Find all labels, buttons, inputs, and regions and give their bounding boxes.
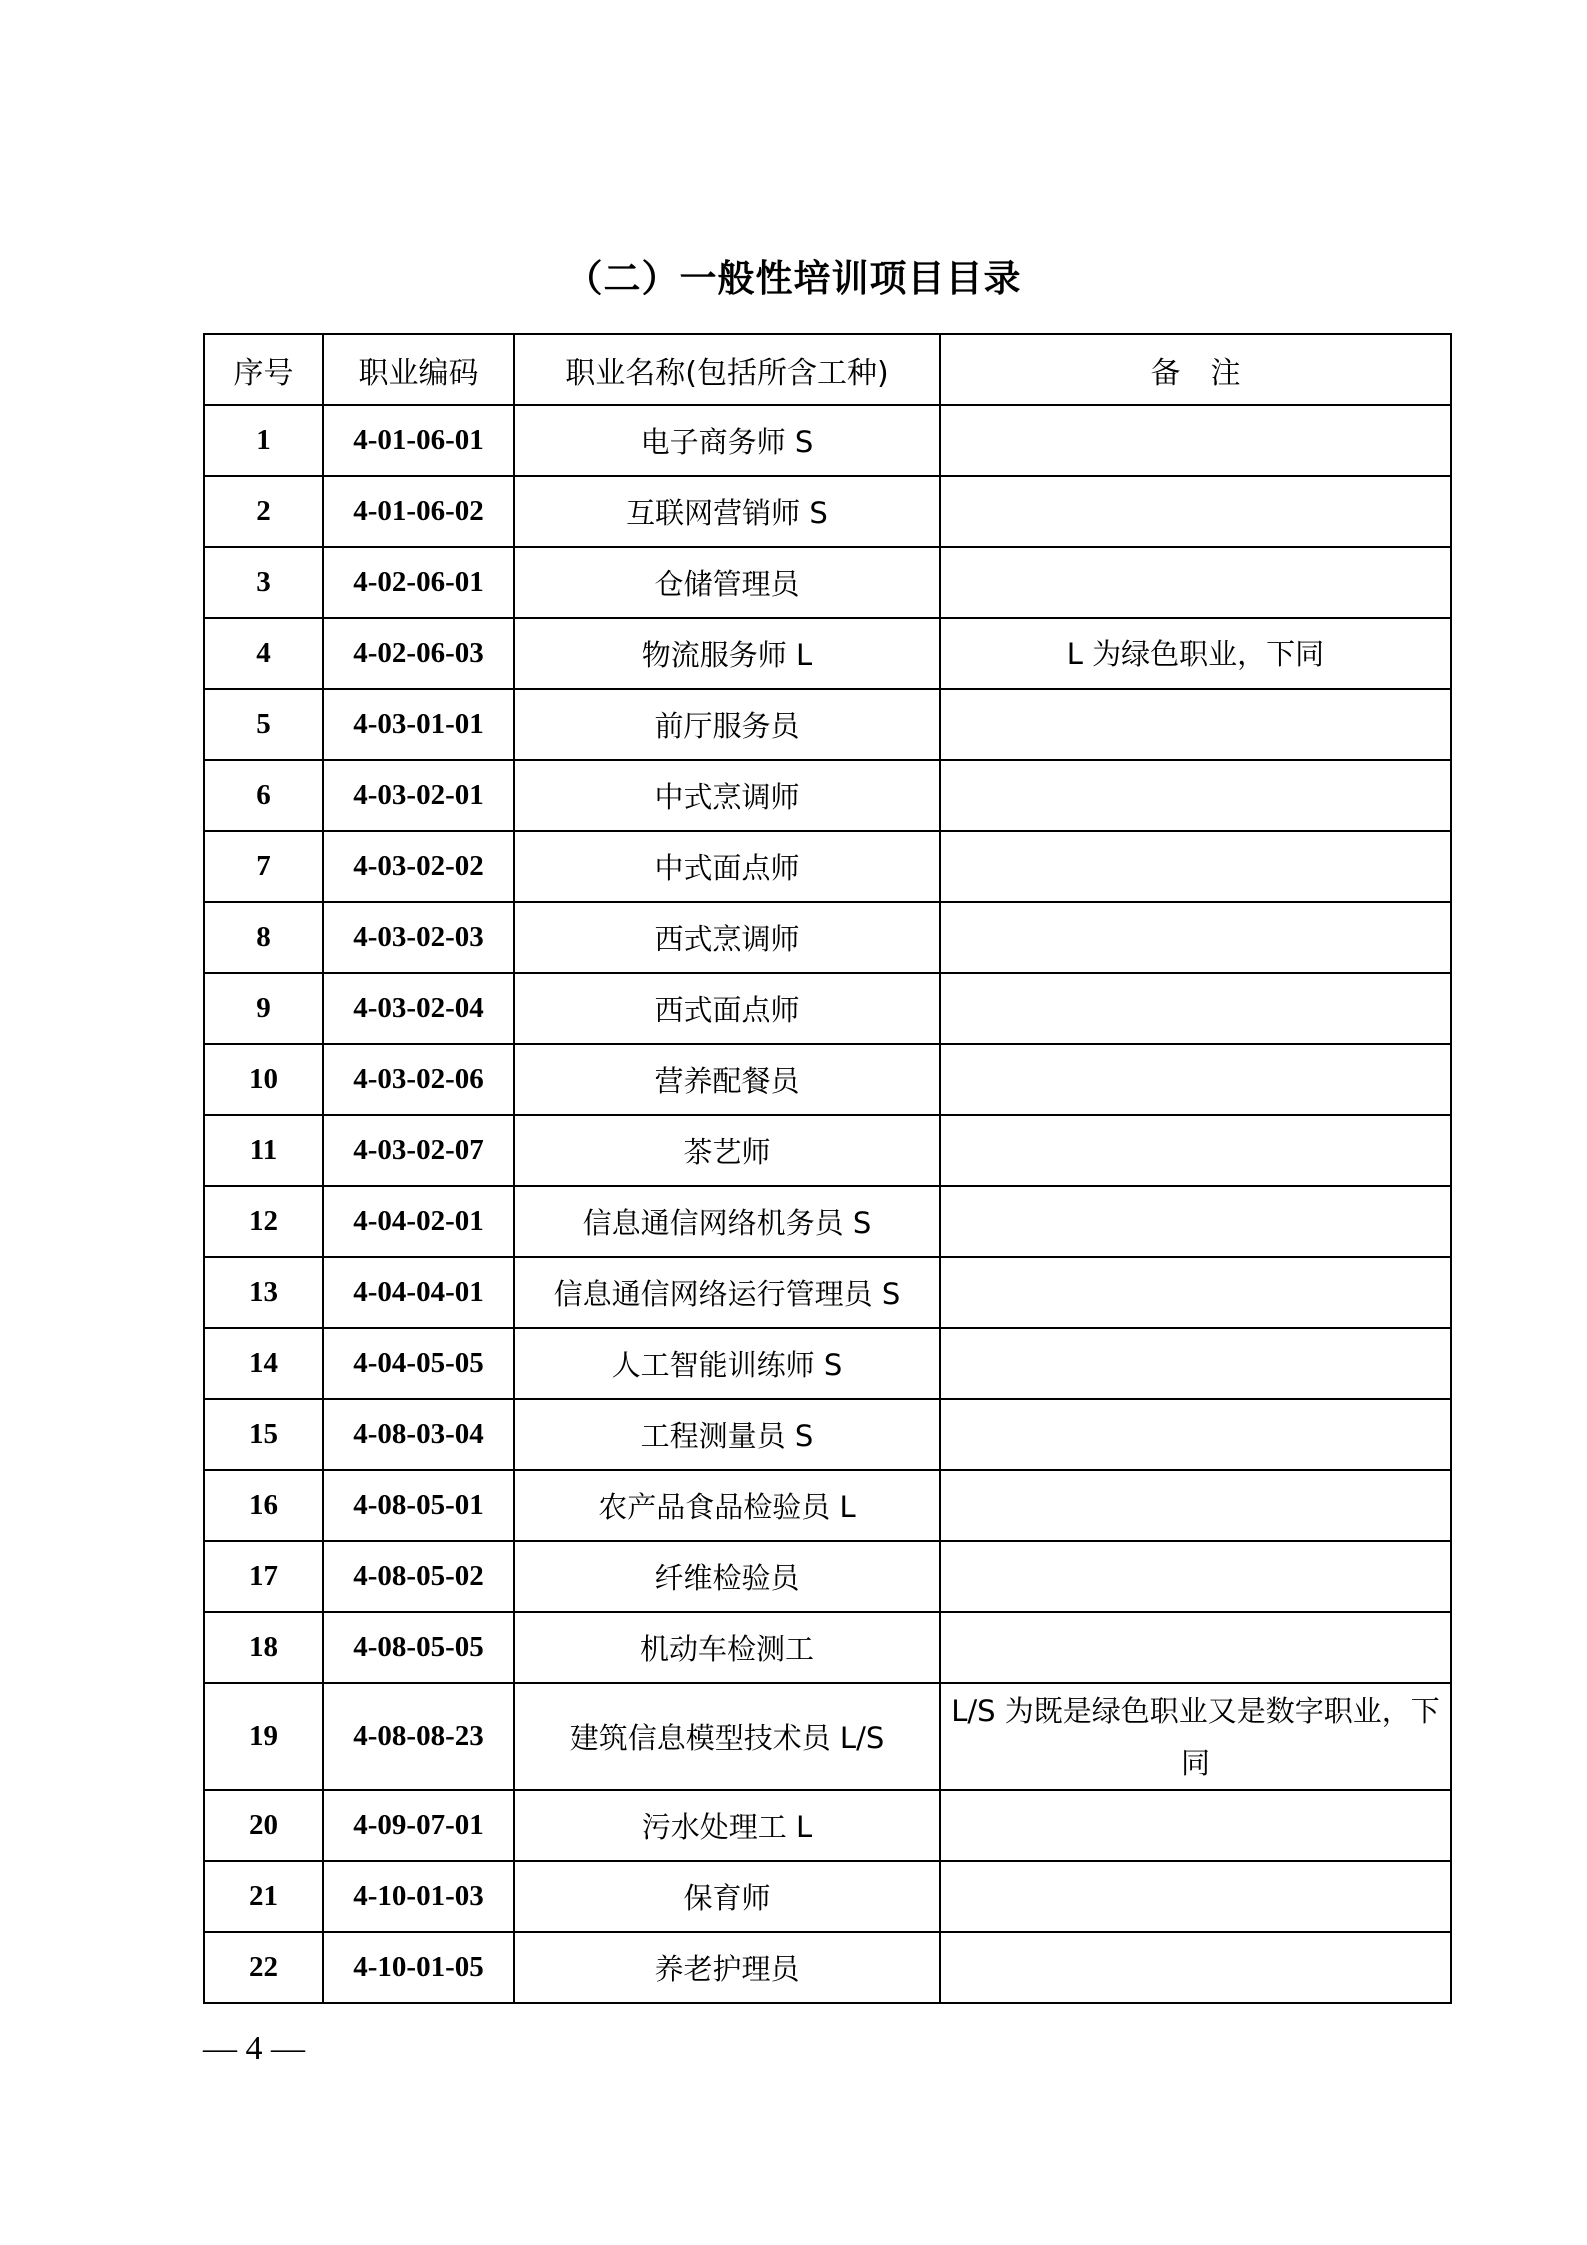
name-cell: 电子商务师 S bbox=[514, 405, 940, 476]
note-cell bbox=[940, 476, 1451, 547]
table-row bbox=[204, 1115, 1451, 1186]
seq-cell: 18 bbox=[204, 1612, 323, 1683]
page-number: — 4 — bbox=[203, 2030, 305, 2067]
page-title: （二）一般性培训项目目录 bbox=[565, 257, 1022, 300]
code-cell: 4-04-04-01 bbox=[323, 1257, 514, 1328]
name-cell: 建筑信息模型技术员 L/S bbox=[514, 1683, 940, 1790]
table-row bbox=[204, 1790, 1451, 1861]
code-cell: 4-01-06-02 bbox=[323, 476, 514, 547]
note-cell bbox=[940, 1932, 1451, 2003]
note-cell bbox=[940, 1044, 1451, 1115]
name-cell: 机动车检测工 bbox=[514, 1612, 940, 1683]
table-row bbox=[204, 618, 1451, 689]
name-cell: 西式烹调师 bbox=[514, 902, 940, 973]
note-cell bbox=[940, 1790, 1451, 1861]
name-cell: 茶艺师 bbox=[514, 1115, 940, 1186]
code-cell: 4-04-02-01 bbox=[323, 1186, 514, 1257]
table-row bbox=[204, 973, 1451, 1044]
note-cell bbox=[940, 1612, 1451, 1683]
note-cell bbox=[940, 1257, 1451, 1328]
header-name: 职业名称(包括所含工种) bbox=[514, 334, 940, 405]
name-cell: 污水处理工 L bbox=[514, 1790, 940, 1861]
table-row bbox=[204, 902, 1451, 973]
code-cell: 4-10-01-05 bbox=[323, 1932, 514, 2003]
name-cell: 信息通信网络运行管理员 S bbox=[514, 1257, 940, 1328]
code-cell: 4-10-01-03 bbox=[323, 1861, 514, 1932]
name-cell: 中式烹调师 bbox=[514, 760, 940, 831]
seq-cell: 21 bbox=[204, 1861, 323, 1932]
name-cell: 保育师 bbox=[514, 1861, 940, 1932]
seq-cell: 22 bbox=[204, 1932, 323, 2003]
seq-cell: 8 bbox=[204, 902, 323, 973]
name-cell: 纤维检验员 bbox=[514, 1541, 940, 1612]
seq-cell: 11 bbox=[204, 1115, 323, 1186]
seq-cell: 13 bbox=[204, 1257, 323, 1328]
note-cell bbox=[940, 902, 1451, 973]
seq-cell: 1 bbox=[204, 405, 323, 476]
table-row bbox=[204, 831, 1451, 902]
seq-cell: 9 bbox=[204, 973, 323, 1044]
seq-cell: 5 bbox=[204, 689, 323, 760]
note-cell bbox=[940, 405, 1451, 476]
name-cell: 人工智能训练师 S bbox=[514, 1328, 940, 1399]
header-seq: 序号 bbox=[204, 334, 323, 405]
code-cell: 4-08-03-04 bbox=[323, 1399, 514, 1470]
seq-cell: 15 bbox=[204, 1399, 323, 1470]
table-row bbox=[204, 1683, 1451, 1790]
note-cell bbox=[940, 760, 1451, 831]
note-cell bbox=[940, 1470, 1451, 1541]
name-cell: 营养配餐员 bbox=[514, 1044, 940, 1115]
header-code: 职业编码 bbox=[323, 334, 514, 405]
seq-cell: 14 bbox=[204, 1328, 323, 1399]
note-cell bbox=[940, 547, 1451, 618]
table-row bbox=[204, 405, 1451, 476]
seq-cell: 3 bbox=[204, 547, 323, 618]
table-row bbox=[204, 1044, 1451, 1115]
table-body bbox=[204, 405, 1451, 2003]
code-cell: 4-08-05-01 bbox=[323, 1470, 514, 1541]
name-cell: 养老护理员 bbox=[514, 1932, 940, 2003]
table-row bbox=[204, 1861, 1451, 1932]
note-cell bbox=[940, 1541, 1451, 1612]
note-cell bbox=[940, 1328, 1451, 1399]
code-cell: 4-03-02-01 bbox=[323, 760, 514, 831]
table-row bbox=[204, 1470, 1451, 1541]
name-cell: 中式面点师 bbox=[514, 831, 940, 902]
seq-cell: 19 bbox=[204, 1683, 323, 1790]
code-cell: 4-03-02-04 bbox=[323, 973, 514, 1044]
name-cell: 互联网营销师 S bbox=[514, 476, 940, 547]
note-cell: L 为绿色职业，下同 bbox=[940, 618, 1451, 689]
table-header-row bbox=[204, 334, 1451, 405]
seq-cell: 10 bbox=[204, 1044, 323, 1115]
seq-cell: 17 bbox=[204, 1541, 323, 1612]
table-row bbox=[204, 1257, 1451, 1328]
name-cell: 西式面点师 bbox=[514, 973, 940, 1044]
header-remark: 备 注 bbox=[940, 334, 1451, 405]
note-cell bbox=[940, 1115, 1451, 1186]
note-cell bbox=[940, 1399, 1451, 1470]
seq-cell: 7 bbox=[204, 831, 323, 902]
note-cell bbox=[940, 689, 1451, 760]
seq-cell: 4 bbox=[204, 618, 323, 689]
table-row bbox=[204, 1399, 1451, 1470]
code-cell: 4-08-05-05 bbox=[323, 1612, 514, 1683]
name-cell: 工程测量员 S bbox=[514, 1399, 940, 1470]
seq-cell: 12 bbox=[204, 1186, 323, 1257]
code-cell: 4-02-06-03 bbox=[323, 618, 514, 689]
name-cell: 物流服务师 L bbox=[514, 618, 940, 689]
code-cell: 4-03-02-06 bbox=[323, 1044, 514, 1115]
seq-cell: 2 bbox=[204, 476, 323, 547]
code-cell: 4-02-06-01 bbox=[323, 547, 514, 618]
code-cell: 4-03-02-07 bbox=[323, 1115, 514, 1186]
name-cell: 仓储管理员 bbox=[514, 547, 940, 618]
table-row bbox=[204, 760, 1451, 831]
occupation-directory-table bbox=[203, 333, 1452, 2004]
note-cell bbox=[940, 831, 1451, 902]
name-cell: 信息通信网络机务员 S bbox=[514, 1186, 940, 1257]
note-cell bbox=[940, 973, 1451, 1044]
table-row bbox=[204, 1186, 1451, 1257]
table-row bbox=[204, 547, 1451, 618]
seq-cell: 6 bbox=[204, 760, 323, 831]
code-cell: 4-08-08-23 bbox=[323, 1683, 514, 1790]
table-row bbox=[204, 1932, 1451, 2003]
code-cell: 4-01-06-01 bbox=[323, 405, 514, 476]
code-cell: 4-04-05-05 bbox=[323, 1328, 514, 1399]
table-row bbox=[204, 689, 1451, 760]
code-cell: 4-08-05-02 bbox=[323, 1541, 514, 1612]
note-cell bbox=[940, 1861, 1451, 1932]
table-row bbox=[204, 1541, 1451, 1612]
name-cell: 农产品食品检验员 L bbox=[514, 1470, 940, 1541]
seq-cell: 20 bbox=[204, 1790, 323, 1861]
seq-cell: 16 bbox=[204, 1470, 323, 1541]
code-cell: 4-03-02-03 bbox=[323, 902, 514, 973]
code-cell: 4-03-01-01 bbox=[323, 689, 514, 760]
note-cell bbox=[940, 1186, 1451, 1257]
code-cell: 4-03-02-02 bbox=[323, 831, 514, 902]
note-cell: L/S 为既是绿色职业又是数字职业，下同 bbox=[940, 1683, 1451, 1790]
code-cell: 4-09-07-01 bbox=[323, 1790, 514, 1861]
table-row bbox=[204, 476, 1451, 547]
table-row bbox=[204, 1328, 1451, 1399]
table-row bbox=[204, 1612, 1451, 1683]
name-cell: 前厅服务员 bbox=[514, 689, 940, 760]
